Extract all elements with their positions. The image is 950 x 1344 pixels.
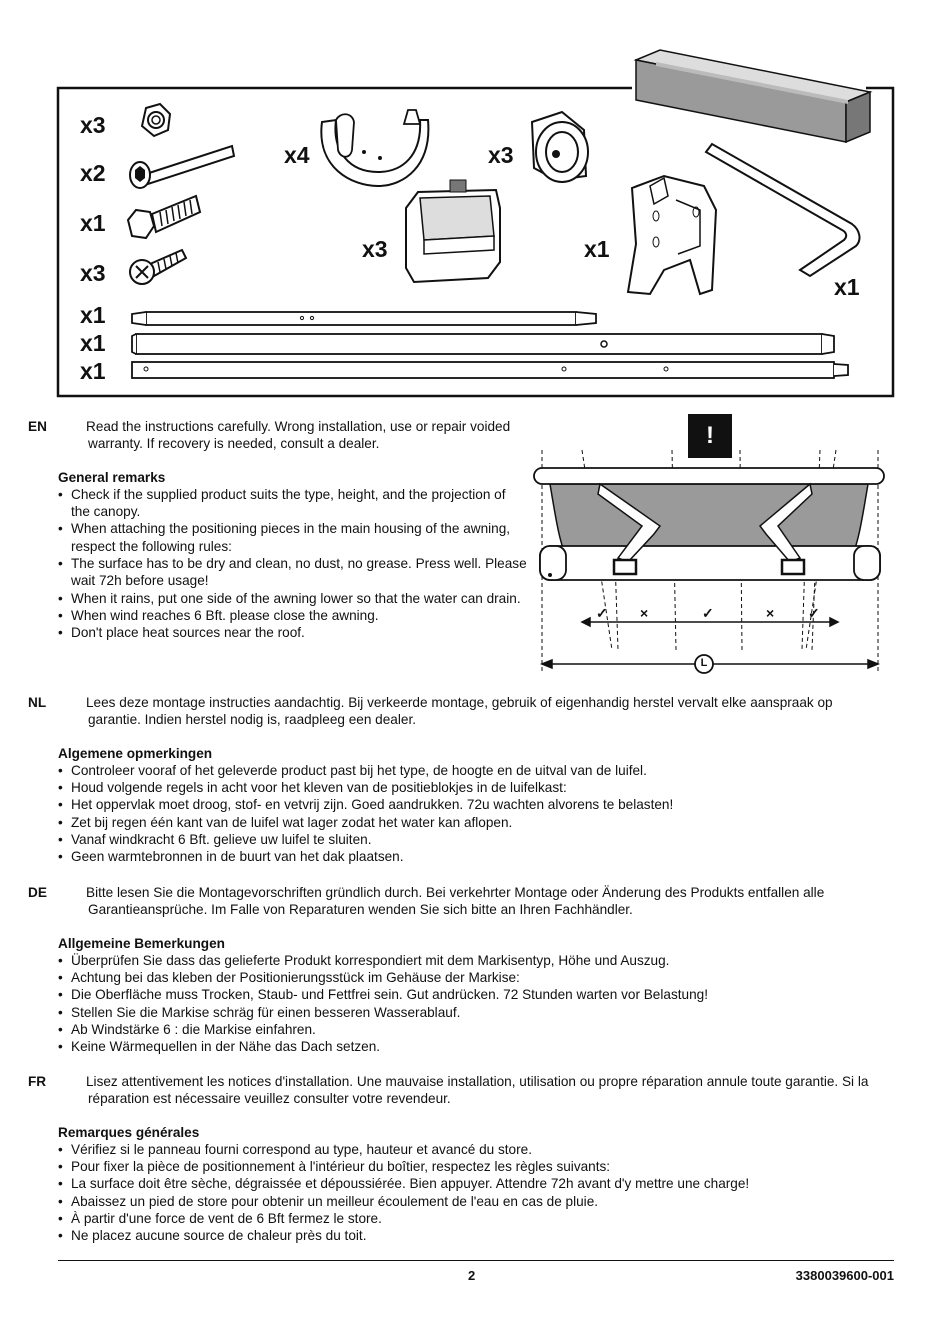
intro-de (28, 884, 888, 919)
cross-mark-icon: × (766, 605, 775, 621)
document-number: 3380039600-001 (795, 1268, 894, 1283)
list-item: • Ne placez aucune source de chaleur près du toit. (58, 1227, 888, 1244)
qty-screw: x3 (80, 260, 106, 286)
intro-text-en: Read the instructions carefully. Wrong installation, use or repair voided warranty. If recovery is needed, consult a dealer. (86, 419, 511, 452)
list-item: • Check if the supplied product suits the type, height, and the projection of the canopy. (58, 486, 528, 521)
intro-en (28, 418, 528, 453)
intro-text-de: Bitte lesen Sie die Montagevorschriften gründlich durch. Bei verkehrter Montage oder Änderung des Produkts entfallen alle Garantieansprüche. Im Falle von Reparaturen wenden Sie sich bitte an Ihren Fachhändler. (86, 885, 825, 918)
qty-nut: x3 (80, 112, 106, 138)
lang-code-en: EN (28, 419, 47, 434)
list-item: • Keine Wärmequellen in der Nähe das Dach setzen. (58, 1038, 888, 1055)
qty-hex-key: x1 (834, 274, 860, 300)
section-en (28, 418, 528, 642)
check-mark-icon: ✓ (702, 605, 714, 621)
qty-rod-short: x1 (80, 302, 106, 328)
qty-round-bracket: x4 (284, 142, 310, 168)
heading-de: Allgemeine Bemerkungen (58, 935, 225, 951)
list-item: • La surface doit être sèche, dégraissée et dépoussiérée. Bien appuyer. Attendre 72h avant d'y mettre une charge! (58, 1175, 888, 1192)
profile-packaging-icon (636, 50, 870, 142)
list-item: • Zet bij regen één kant van de luifel wat lager zodat het water kan aflopen. (58, 814, 888, 831)
check-mark-icon: ✓ (808, 605, 820, 621)
remarks-list-fr (58, 1141, 888, 1245)
qty-arm-bracket: x1 (584, 236, 610, 262)
qty-rod-long: x1 (80, 358, 106, 384)
section-nl (28, 694, 888, 866)
round-bracket-icon (321, 110, 428, 186)
rod-medium-icon (132, 334, 834, 354)
positioning-diagram (520, 410, 890, 680)
nut-icon (142, 104, 170, 136)
lang-code-nl: NL (28, 695, 47, 710)
list-item: • Houd volgende regels in acht voor het kleven van de positieblokjes in de luifelkast: (58, 779, 888, 796)
list-item: • Vérifiez si le panneau fourni correspond au type, hauteur et avancé du store. (58, 1141, 888, 1158)
check-mark-icon: ✓ (596, 605, 608, 621)
holder-clip-icon (406, 180, 500, 282)
cross-mark-icon: × (640, 605, 649, 621)
remarks-list-en (58, 486, 528, 642)
hex-bolt-icon (128, 196, 200, 238)
lang-code-fr: FR (28, 1074, 47, 1089)
list-item: • Abaissez un pied de store pour obtenir un meilleur écoulement de l'eau en cas de pluie. (58, 1193, 888, 1210)
heading-en: General remarks (58, 469, 166, 485)
list-item: • Controleer vooraf of het geleverde product past bij het type, de hoogte en de uitval van de luifel. (58, 762, 888, 779)
qty-hex-bolt: x1 (80, 210, 106, 236)
footer-divider (58, 1260, 894, 1261)
list-item: • When wind reaches 6 Bft. please close the awning. (58, 607, 528, 624)
list-item: • Die Oberfläche muss Trocken, Staub- und Fettfrei sein. Gut andrücken. 72 Stunden warten vor Belastung! (58, 986, 888, 1003)
intro-text-fr: Lisez attentivement les notices d'installation. Une mauvaise installation, utilisation ou propre réparation annule toute garantie. Si la réparation est nécessaire veuillez consulter votre revendeur. (86, 1074, 869, 1107)
rod-long-icon (132, 362, 848, 378)
parts-list-figure (0, 0, 950, 410)
list-item: • Don't place heat sources near the roof. (58, 624, 528, 641)
list-item: • When attaching the positioning pieces in the main housing of the awning, respect the following rules: (58, 520, 528, 555)
qty-rod-medium: x1 (80, 330, 106, 356)
qty-holder-clip: x3 (362, 236, 388, 262)
list-item: • When it rains, put one side of the awning lower so that the water can drain. (58, 590, 528, 607)
screw-icon (130, 250, 186, 284)
end-cap-icon (532, 112, 588, 182)
intro-nl (28, 694, 888, 729)
list-item: • Stellen Sie die Markise schräg für einen besseren Wasserablauf. (58, 1004, 888, 1021)
list-item: • Geen warmtebronnen in de buurt van het dak plaatsen. (58, 848, 888, 865)
list-item: • Überprüfen Sie dass das gelieferte Produkt korrespondiert mit dem Markisentyp, Höhe und Auszug. (58, 952, 888, 969)
intro-fr (28, 1073, 888, 1108)
hex-key-icon (706, 144, 859, 276)
section-fr (28, 1073, 888, 1245)
list-item: • Ab Windstärke 6 : die Markise einfahren. (58, 1021, 888, 1038)
remarks-list-nl (58, 762, 888, 866)
qty-socket-bolt: x2 (80, 160, 106, 186)
length-label: L (700, 657, 708, 669)
socket-bolt-icon (130, 146, 234, 188)
section-de (28, 884, 888, 1056)
awning-positioning-drawing (520, 410, 890, 680)
heading-fr: Remarques générales (58, 1124, 200, 1140)
list-item: • The surface has to be dry and clean, no dust, no grease. Press well. Please wait 72h before usage! (58, 555, 528, 590)
arm-bracket-icon (628, 176, 716, 294)
list-item: • Het oppervlak moet droog, stof- en vetvrij zijn. Goed aandrukken. 72u wachten alvorens te belasten! (58, 796, 888, 813)
rod-short-icon (132, 312, 596, 325)
list-item: • À partir d'une force de vent de 6 Bft fermez le store. (58, 1210, 888, 1227)
list-item: • Pour fixer la pièce de positionnement à l'intérieur du boîtier, respectez les règles suivants: (58, 1158, 888, 1175)
qty-end-cap: x3 (488, 142, 514, 168)
list-item: • Achtung bei das kleben der Positionierungsstück im Gehäuse der Markise: (58, 969, 888, 986)
lang-code-de: DE (28, 885, 47, 900)
intro-text-nl: Lees deze montage instructies aandachtig. Bij verkeerde montage, gebruik of eigenhandig herstel vervalt elke aanspraak op garantie. Indien herstel nodig is, raadpleeg een dealer. (86, 695, 833, 728)
heading-nl: Algemene opmerkingen (58, 745, 213, 761)
page-number: 2 (468, 1268, 476, 1283)
remarks-list-de (58, 952, 888, 1056)
warning-symbol: ! (706, 422, 714, 449)
parts-drawing (0, 0, 950, 410)
list-item: • Vanaf windkracht 6 Bft. gelieve uw luifel te sluiten. (58, 831, 888, 848)
